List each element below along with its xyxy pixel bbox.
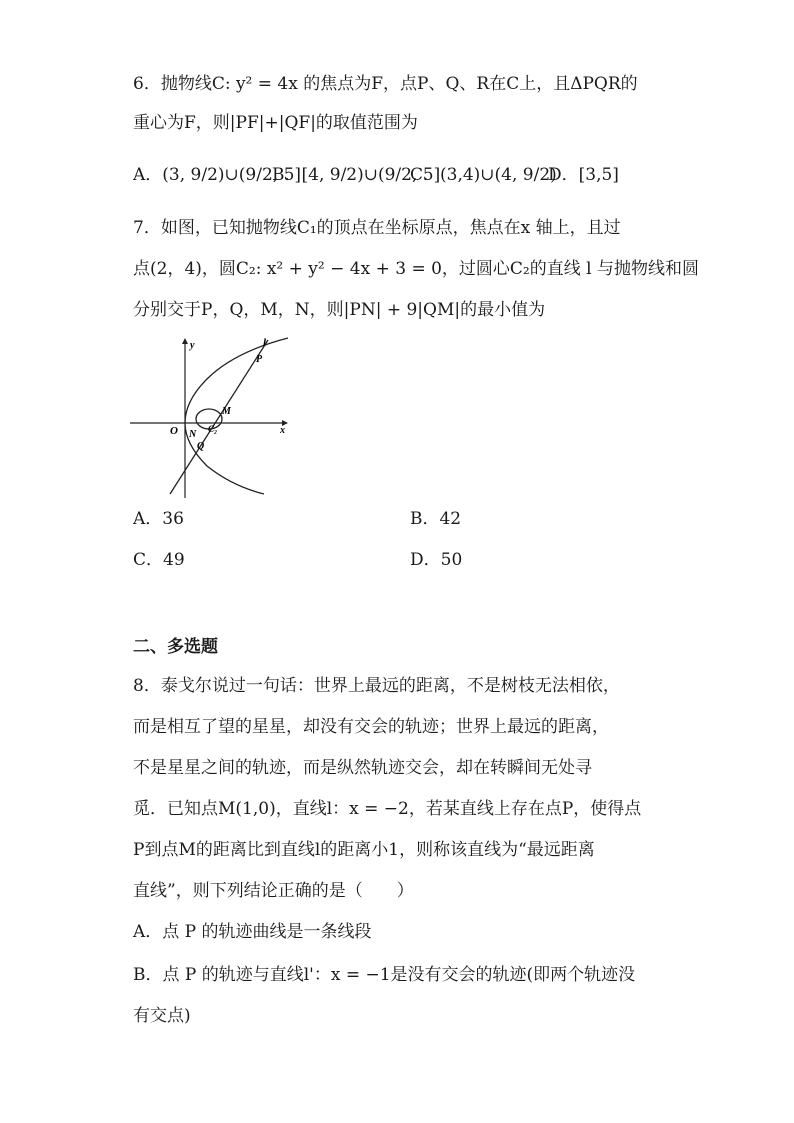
q6-option-c: C．(3,4)∪(4, 9/2) <box>410 165 557 185</box>
q6-stem-line2: 重心为F，则|PF|+|QF|的取值范围为 <box>133 113 418 133</box>
label-o: O <box>170 425 178 437</box>
q8-option-a: A．点 P 的轨迹曲线是一条线段 <box>133 922 372 942</box>
label-q: Q <box>197 441 205 452</box>
q6-option-b: B．[4, 9/2)∪(9/2, 5] <box>272 165 441 185</box>
label-m: M <box>222 406 231 417</box>
label-l: l <box>263 337 267 349</box>
label-y: y <box>190 340 195 351</box>
q7-stem-line2: 点(2，4)，圆C₂: x² + y² − 4x + 3 = 0，过圆心C₂的直线 l 与抛物线和圆 <box>133 259 699 279</box>
q8-option-b-line2: 有交点) <box>133 1006 191 1026</box>
q7-figure <box>130 336 300 498</box>
label-n: N <box>189 429 197 440</box>
q6-option-d: D．[3,5] <box>548 165 619 185</box>
q7-option-a: A．36 <box>133 509 184 529</box>
q8-stem-line3: 不是星星之间的轨迹，而是纵然轨迹交会，却在转瞬间无处寻 <box>133 758 592 778</box>
q6-option-a: A．(3, 9/2)∪(9/2, 5] <box>133 165 302 185</box>
q6-stem-line1: 6．抛物线C: y² = 4x 的焦点为F，点P、Q、R在C上，且ΔPQR的 <box>133 74 638 94</box>
q8-stem-line1: 8．泰戈尔说过一句话：世界上最远的距离，不是树枝无法相依， <box>133 676 620 696</box>
q7-option-b: B．42 <box>410 509 462 529</box>
q8-stem-line4: 觅．已知点M(1,0)，直线l：x = −2，若某直线上存在点P，使得点 <box>133 799 642 819</box>
q7-stem-line3: 分别交于P，Q，M，N，则|PN| + 9|QM|的最小值为 <box>133 300 546 320</box>
q7-stem-line1: 7．如图，已知抛物线C₁的顶点在坐标原点，焦点在x 轴上，且过 <box>133 218 621 238</box>
q8-stem-line5: P到点M的距离比到直线l的距离小1，则称该直线为“最远距离 <box>133 840 595 860</box>
y-axis-arrow-icon <box>182 338 188 344</box>
q8-option-b-line1: B．点 P 的轨迹与直线l'：x = −1是没有交会的轨迹(即两个轨迹没 <box>133 965 636 985</box>
q7-option-c: C．49 <box>133 550 185 570</box>
label-p: P <box>256 354 263 365</box>
q8-stem-line6: 直线”，则下列结论正确的是（ ） <box>133 881 414 901</box>
q7-option-d: D．50 <box>410 550 463 570</box>
label-x: x <box>280 425 285 436</box>
q8-stem-line2: 而是相互了望的星星，却没有交会的轨迹；世界上最远的距离， <box>133 717 609 737</box>
section-heading: 二、多选题 <box>133 637 218 657</box>
parabola-curve <box>185 338 288 494</box>
label-c2: C₂ <box>208 424 218 434</box>
